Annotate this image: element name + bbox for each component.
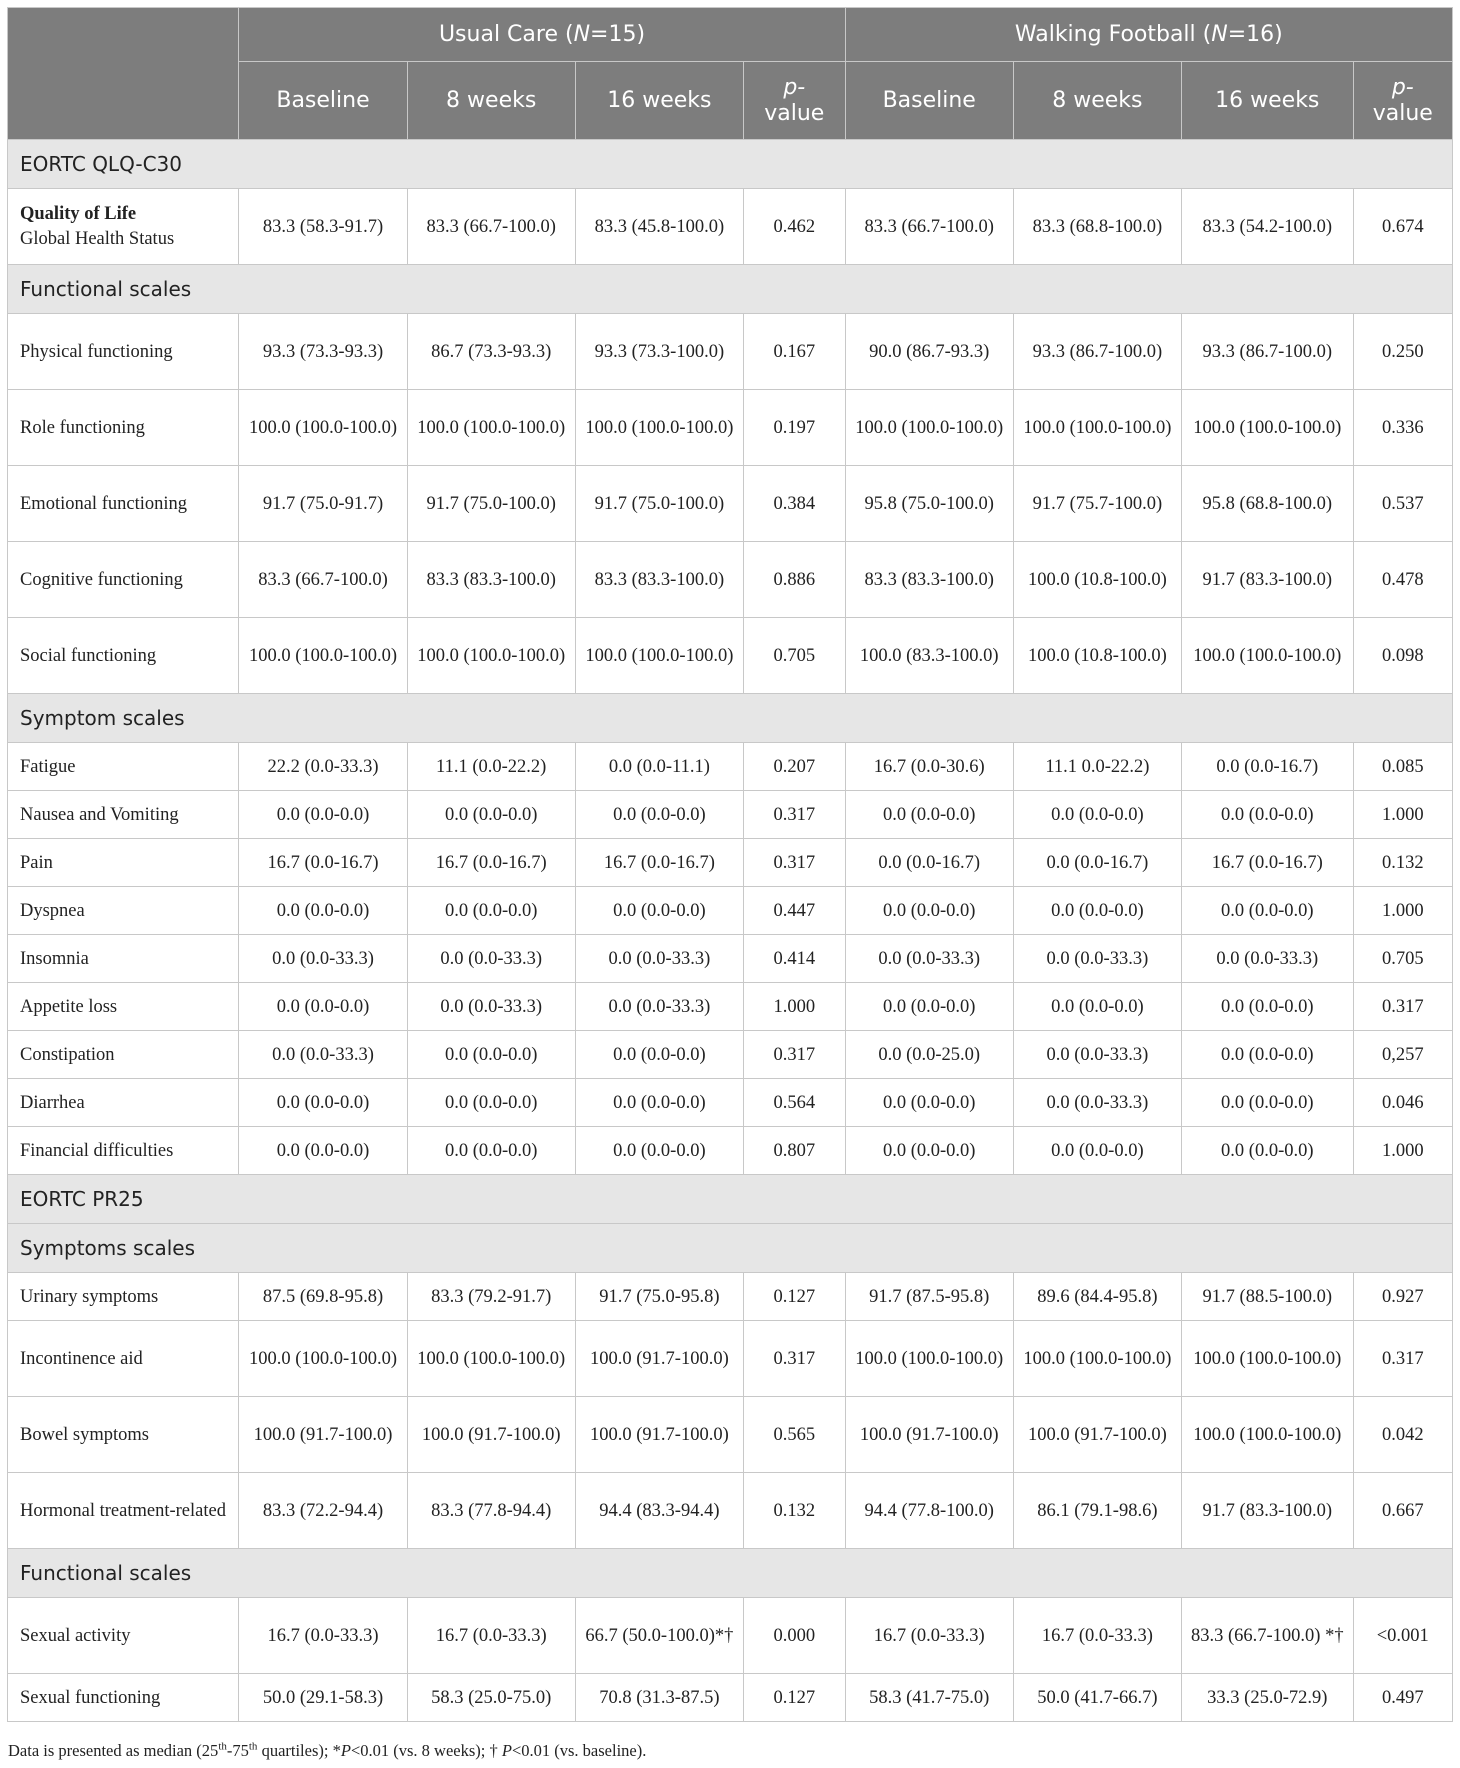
table-cell: 50.0 (41.7-66.7) bbox=[1013, 1674, 1181, 1722]
header-group-row bbox=[8, 8, 1453, 62]
column-header: 8 weeks bbox=[1013, 62, 1181, 140]
table-cell: 0.0 (0.0-0.0) bbox=[1181, 1031, 1353, 1079]
section-header-row bbox=[8, 1224, 1453, 1273]
table-cell: 0.0 (0.0-33.3) bbox=[1013, 935, 1181, 983]
row-label-text: Emotional functioning bbox=[20, 493, 187, 514]
row-label-text: Pain bbox=[20, 852, 53, 873]
table-cell: 86.7 (73.3-93.3) bbox=[407, 314, 575, 390]
table-cell: 93.3 (86.7-100.0) bbox=[1013, 314, 1181, 390]
table-cell: 0.0 (0.0-0.0) bbox=[575, 887, 743, 935]
table-cell: 93.3 (73.3-93.3) bbox=[239, 314, 407, 390]
p-symbol: p- bbox=[783, 74, 806, 100]
table-cell: 0.384 bbox=[743, 466, 845, 542]
table-cell: 100.0 (91.7-100.0) bbox=[575, 1397, 743, 1473]
table-cell: 100.0 (100.0-100.0) bbox=[1181, 618, 1353, 694]
table-cell: 0.0 (0.0-0.0) bbox=[575, 791, 743, 839]
section-header-row bbox=[8, 1549, 1453, 1598]
row-label bbox=[8, 1079, 239, 1127]
table-cell: 0.565 bbox=[743, 1397, 845, 1473]
header-walking-football: Walking Football (N=16) bbox=[845, 8, 1452, 62]
row-label-text: Hormonal treatment-related bbox=[20, 1500, 226, 1521]
row-label-bold: Quality of Life bbox=[20, 203, 137, 224]
table-cell: 0.0 (0.0-25.0) bbox=[845, 1031, 1013, 1079]
section-title: EORTC QLQ-C30 bbox=[8, 140, 1453, 189]
row-label-text: Urinary symptoms bbox=[20, 1286, 159, 1307]
table-cell: 0.0 (0.0-0.0) bbox=[1013, 791, 1181, 839]
table-cell: 0.0 (0.0-33.3) bbox=[1013, 1031, 1181, 1079]
table-cell: 93.3 (73.3-100.0) bbox=[575, 314, 743, 390]
table-cell: 91.7 (83.3-100.0) bbox=[1181, 1473, 1353, 1549]
table-cell: 83.3 (68.8-100.0) bbox=[1013, 189, 1181, 265]
table-cell: 0.132 bbox=[743, 1473, 845, 1549]
table-cell: 1.000 bbox=[1353, 887, 1452, 935]
row-label-text: Appetite loss bbox=[20, 996, 118, 1017]
table-cell: 83.3 (45.8-100.0) bbox=[575, 189, 743, 265]
table-cell: 0.0 (0.0-0.0) bbox=[845, 983, 1013, 1031]
table-row bbox=[8, 542, 1453, 618]
row-label bbox=[8, 1598, 239, 1674]
table-cell: 100.0 (100.0-100.0) bbox=[407, 618, 575, 694]
row-label-text: Bowel symptoms bbox=[20, 1424, 149, 1445]
row-label bbox=[8, 1473, 239, 1549]
table-cell: 50.0 (29.1-58.3) bbox=[239, 1674, 407, 1722]
table-cell: 33.3 (25.0-72.9) bbox=[1181, 1674, 1353, 1722]
table-cell: 100.0 (91.7-100.0) bbox=[1013, 1397, 1181, 1473]
table-cell: 0.0 (0.0-0.0) bbox=[407, 1079, 575, 1127]
table-cell: 16.7 (0.0-16.7) bbox=[239, 839, 407, 887]
table-cell: 0.0 (0.0-0.0) bbox=[1181, 791, 1353, 839]
table-cell: 100.0 (100.0-100.0) bbox=[1181, 1321, 1353, 1397]
table-cell: 0.807 bbox=[743, 1127, 845, 1175]
table-cell: 0.0 (0.0-0.0) bbox=[407, 791, 575, 839]
row-label-text: Sexual functioning bbox=[20, 1687, 161, 1708]
table-cell: 100.0 (100.0-100.0) bbox=[1181, 390, 1353, 466]
table-cell: 100.0 (100.0-100.0) bbox=[575, 390, 743, 466]
table-row bbox=[8, 1473, 1453, 1549]
table-row bbox=[8, 743, 1453, 791]
table-cell: 0.0 (0.0-0.0) bbox=[845, 1127, 1013, 1175]
table-cell: 100.0 (91.7-100.0) bbox=[407, 1397, 575, 1473]
table-cell: 0.0 (0.0-16.7) bbox=[1013, 839, 1181, 887]
table-cell: 83.3 (54.2-100.0) bbox=[1181, 189, 1353, 265]
section-header-row bbox=[8, 140, 1453, 189]
row-label-text: Fatigue bbox=[20, 756, 76, 777]
table-cell: 1.000 bbox=[1353, 791, 1452, 839]
row-label-text: Nausea and Vomiting bbox=[20, 804, 179, 825]
column-header: 16 weeks bbox=[1181, 62, 1353, 140]
column-header: 8 weeks bbox=[407, 62, 575, 140]
row-label bbox=[8, 791, 239, 839]
table-row bbox=[8, 1031, 1453, 1079]
table-cell: 0.0 (0.0-0.0) bbox=[1013, 1127, 1181, 1175]
table-cell: 100.0 (100.0-100.0) bbox=[407, 1321, 575, 1397]
row-label bbox=[8, 743, 239, 791]
table-cell: 95.8 (75.0-100.0) bbox=[845, 466, 1013, 542]
table-row bbox=[8, 935, 1453, 983]
table-cell: 1.000 bbox=[1353, 1127, 1452, 1175]
row-label-text: Social functioning bbox=[20, 645, 157, 666]
section-title: Symptom scales bbox=[8, 694, 1453, 743]
table-cell: 100.0 (100.0-100.0) bbox=[845, 1321, 1013, 1397]
row-label-text: Diarrhea bbox=[20, 1092, 85, 1113]
table-cell: 0.336 bbox=[1353, 390, 1452, 466]
row-label bbox=[8, 1674, 239, 1722]
table-cell: 89.6 (84.4-95.8) bbox=[1013, 1273, 1181, 1321]
table-cell: 83.3 (66.7-100.0) bbox=[407, 189, 575, 265]
table-cell: 0.0 (0.0-0.0) bbox=[1181, 983, 1353, 1031]
table-cell: 0.447 bbox=[743, 887, 845, 935]
row-label bbox=[8, 542, 239, 618]
results-table-container bbox=[7, 7, 1453, 1722]
table-cell: 0.250 bbox=[1353, 314, 1452, 390]
table-row bbox=[8, 1397, 1453, 1473]
table-cell: 0.167 bbox=[743, 314, 845, 390]
row-label bbox=[8, 314, 239, 390]
table-cell: 100.0 (100.0-100.0) bbox=[1181, 1397, 1353, 1473]
table-cell: 0.098 bbox=[1353, 618, 1452, 694]
section-title: EORTC PR25 bbox=[8, 1175, 1453, 1224]
row-label-text: Global Health Status bbox=[20, 228, 175, 249]
table-row bbox=[8, 839, 1453, 887]
table-body bbox=[8, 140, 1453, 1722]
table-cell: 0.207 bbox=[743, 743, 845, 791]
table-cell: 0.0 (0.0-33.3) bbox=[575, 983, 743, 1031]
table-cell: 0.127 bbox=[743, 1674, 845, 1722]
table-cell: 16.7 (0.0-16.7) bbox=[407, 839, 575, 887]
table-cell: 0,257 bbox=[1353, 1031, 1452, 1079]
table-cell: 100.0 (100.0-100.0) bbox=[239, 1321, 407, 1397]
section-header-row bbox=[8, 1175, 1453, 1224]
table-cell: 16.7 (0.0-33.3) bbox=[1013, 1598, 1181, 1674]
table-cell: 93.3 (86.7-100.0) bbox=[1181, 314, 1353, 390]
table-cell: 0.478 bbox=[1353, 542, 1452, 618]
table-cell: 11.1 0.0-22.2) bbox=[1013, 743, 1181, 791]
table-cell: 0.0 (0.0-0.0) bbox=[575, 1031, 743, 1079]
table-cell: 91.7 (75.0-100.0) bbox=[407, 466, 575, 542]
table-cell: <0.001 bbox=[1353, 1598, 1452, 1674]
table-cell: 100.0 (91.7-100.0) bbox=[845, 1397, 1013, 1473]
table-cell: 0.0 (0.0-0.0) bbox=[845, 887, 1013, 935]
table-cell: 100.0 (100.0-100.0) bbox=[1013, 390, 1181, 466]
table-cell: 91.7 (83.3-100.0) bbox=[1181, 542, 1353, 618]
table-cell: 0.0 (0.0-0.0) bbox=[1013, 887, 1181, 935]
table-cell: 91.7 (75.7-100.0) bbox=[1013, 466, 1181, 542]
row-label bbox=[8, 189, 239, 265]
table-cell: 87.5 (69.8-95.8) bbox=[239, 1273, 407, 1321]
row-label bbox=[8, 390, 239, 466]
column-header: 16 weeks bbox=[575, 62, 743, 140]
table-cell: 100.0 (100.0-100.0) bbox=[575, 618, 743, 694]
table-cell: 91.7 (75.0-95.8) bbox=[575, 1273, 743, 1321]
row-label bbox=[8, 983, 239, 1031]
p-symbol: p- bbox=[1391, 74, 1414, 100]
table-cell: 83.3 (58.3-91.7) bbox=[239, 189, 407, 265]
table-cell: 0.132 bbox=[1353, 839, 1452, 887]
table-cell: 16.7 (0.0-16.7) bbox=[575, 839, 743, 887]
results-table bbox=[7, 7, 1453, 1722]
table-cell: 100.0 (100.0-100.0) bbox=[239, 618, 407, 694]
table-cell: 0.317 bbox=[1353, 983, 1452, 1031]
table-cell: 0.0 (0.0-0.0) bbox=[845, 1079, 1013, 1127]
table-row bbox=[8, 1598, 1453, 1674]
table-cell: 0.462 bbox=[743, 189, 845, 265]
row-label bbox=[8, 935, 239, 983]
table-cell: 91.7 (88.5-100.0) bbox=[1181, 1273, 1353, 1321]
header-usual-care: Usual Care (N=15) bbox=[239, 8, 845, 62]
table-row bbox=[8, 189, 1453, 265]
table-cell: 16.7 (0.0-33.3) bbox=[845, 1598, 1013, 1674]
table-cell: 0.0 (0.0-0.0) bbox=[1181, 1079, 1353, 1127]
table-cell: 0.317 bbox=[743, 839, 845, 887]
table-cell: 0.497 bbox=[1353, 1674, 1452, 1722]
table-cell: 100.0 (100.0-100.0) bbox=[1013, 1321, 1181, 1397]
table-cell: 0.667 bbox=[1353, 1473, 1452, 1549]
table-cell: 83.3 (83.3-100.0) bbox=[845, 542, 1013, 618]
table-cell: 16.7 (0.0-16.7) bbox=[1181, 839, 1353, 887]
table-cell: 0.927 bbox=[1353, 1273, 1452, 1321]
row-label-text: Cognitive functioning bbox=[20, 569, 183, 590]
row-label bbox=[8, 839, 239, 887]
table-cell: 0.0 (0.0-0.0) bbox=[1181, 1127, 1353, 1175]
column-header: p- value bbox=[743, 62, 845, 140]
table-cell: 0.0 (0.0-0.0) bbox=[1013, 983, 1181, 1031]
table-row bbox=[8, 791, 1453, 839]
table-cell: 16.7 (0.0-33.3) bbox=[239, 1598, 407, 1674]
table-cell: 83.3 (66.7-100.0) bbox=[239, 542, 407, 618]
table-cell: 0.0 (0.0-0.0) bbox=[407, 887, 575, 935]
table-cell: 0.197 bbox=[743, 390, 845, 466]
table-cell: 0.0 (0.0-0.0) bbox=[407, 1031, 575, 1079]
table-row bbox=[8, 1079, 1453, 1127]
table-row bbox=[8, 887, 1453, 935]
table-cell: 83.3 (79.2-91.7) bbox=[407, 1273, 575, 1321]
table-cell: 0.0 (0.0-0.0) bbox=[239, 887, 407, 935]
section-header-row bbox=[8, 265, 1453, 314]
table-cell: 0.0 (0.0-16.7) bbox=[845, 839, 1013, 887]
table-cell: 0.537 bbox=[1353, 466, 1452, 542]
table-cell: 0.0 (0.0-33.3) bbox=[845, 935, 1013, 983]
table-cell: 58.3 (41.7-75.0) bbox=[845, 1674, 1013, 1722]
table-cell: 11.1 (0.0-22.2) bbox=[407, 743, 575, 791]
table-cell: 95.8 (68.8-100.0) bbox=[1181, 466, 1353, 542]
row-label-text: Financial difficulties bbox=[20, 1140, 174, 1161]
header-blank-cell bbox=[8, 8, 239, 140]
table-cell: 83.3 (83.3-100.0) bbox=[575, 542, 743, 618]
column-header: p- value bbox=[1353, 62, 1452, 140]
table-cell: 0.705 bbox=[743, 618, 845, 694]
table-cell: 0.127 bbox=[743, 1273, 845, 1321]
row-label bbox=[8, 1321, 239, 1397]
table-cell: 0.0 (0.0-33.3) bbox=[1013, 1079, 1181, 1127]
row-label-text: Dyspnea bbox=[20, 900, 85, 921]
table-cell: 16.7 (0.0-30.6) bbox=[845, 743, 1013, 791]
table-cell: 0.317 bbox=[743, 1031, 845, 1079]
table-cell: 100.0 (10.8-100.0) bbox=[1013, 542, 1181, 618]
table-cell: 0.0 (0.0-0.0) bbox=[239, 1127, 407, 1175]
table-cell: 0.000 bbox=[743, 1598, 845, 1674]
section-title: Symptoms scales bbox=[8, 1224, 1453, 1273]
table-cell: 100.0 (91.7-100.0) bbox=[239, 1397, 407, 1473]
table-cell: 22.2 (0.0-33.3) bbox=[239, 743, 407, 791]
table-cell: 0.564 bbox=[743, 1079, 845, 1127]
table-cell: 0.317 bbox=[1353, 1321, 1452, 1397]
row-label bbox=[8, 887, 239, 935]
row-label bbox=[8, 1397, 239, 1473]
row-label bbox=[8, 1127, 239, 1175]
table-cell: 91.7 (75.0-91.7) bbox=[239, 466, 407, 542]
table-cell: 83.3 (72.2-94.4) bbox=[239, 1473, 407, 1549]
table-cell: 0.317 bbox=[743, 1321, 845, 1397]
table-cell: 16.7 (0.0-33.3) bbox=[407, 1598, 575, 1674]
table-cell: 0.0 (0.0-0.0) bbox=[239, 983, 407, 1031]
table-cell: 83.3 (77.8-94.4) bbox=[407, 1473, 575, 1549]
table-cell: 94.4 (83.3-94.4) bbox=[575, 1473, 743, 1549]
table-footnote: Data is presented as median (25th-75th quartiles); *P<0.01 (vs. 8 weeks); † P<0.01 (vs. baseline). bbox=[8, 1740, 647, 1760]
table-cell: 0.0 (0.0-0.0) bbox=[239, 1079, 407, 1127]
table-cell: 91.7 (75.0-100.0) bbox=[575, 466, 743, 542]
column-header: Baseline bbox=[845, 62, 1013, 140]
section-title: Functional scales bbox=[8, 265, 1453, 314]
row-label bbox=[8, 618, 239, 694]
table-cell: 0.886 bbox=[743, 542, 845, 618]
table-cell: 0.0 (0.0-11.1) bbox=[575, 743, 743, 791]
row-label-text: Incontinence aid bbox=[20, 1348, 143, 1369]
table-cell: 83.3 (66.7-100.0) bbox=[845, 189, 1013, 265]
table-cell: 100.0 (91.7-100.0) bbox=[575, 1321, 743, 1397]
table-cell: 100.0 (100.0-100.0) bbox=[239, 390, 407, 466]
column-header: Baseline bbox=[239, 62, 407, 140]
table-row bbox=[8, 314, 1453, 390]
table-cell: 58.3 (25.0-75.0) bbox=[407, 1674, 575, 1722]
row-label-text: Physical functioning bbox=[20, 341, 173, 362]
table-cell: 0.0 (0.0-33.3) bbox=[407, 983, 575, 1031]
row-label bbox=[8, 1031, 239, 1079]
table-cell: 0.0 (0.0-16.7) bbox=[1181, 743, 1353, 791]
table-row bbox=[8, 390, 1453, 466]
table-cell: 66.7 (50.0-100.0)*† bbox=[575, 1598, 743, 1674]
table-cell: 1.000 bbox=[743, 983, 845, 1031]
table-cell: 0.0 (0.0-33.3) bbox=[1181, 935, 1353, 983]
table-cell: 0.0 (0.0-33.3) bbox=[239, 1031, 407, 1079]
table-row bbox=[8, 466, 1453, 542]
row-label bbox=[8, 466, 239, 542]
table-cell: 0.0 (0.0-33.3) bbox=[575, 935, 743, 983]
table-cell: 0.705 bbox=[1353, 935, 1452, 983]
table-row bbox=[8, 1127, 1453, 1175]
table-cell: 0.0 (0.0-33.3) bbox=[407, 935, 575, 983]
table-cell: 0.0 (0.0-0.0) bbox=[239, 791, 407, 839]
table-cell: 0.674 bbox=[1353, 189, 1452, 265]
row-label-text: Insomnia bbox=[20, 948, 89, 969]
table-cell: 100.0 (10.8-100.0) bbox=[1013, 618, 1181, 694]
table-cell: 0.085 bbox=[1353, 743, 1452, 791]
row-label bbox=[8, 1273, 239, 1321]
table-cell: 0.0 (0.0-0.0) bbox=[845, 791, 1013, 839]
table-cell: 0.0 (0.0-0.0) bbox=[575, 1127, 743, 1175]
table-cell: 100.0 (100.0-100.0) bbox=[845, 390, 1013, 466]
table-cell: 0.042 bbox=[1353, 1397, 1452, 1473]
table-cell: 0.317 bbox=[743, 791, 845, 839]
table-cell: 90.0 (86.7-93.3) bbox=[845, 314, 1013, 390]
table-cell: 0.0 (0.0-33.3) bbox=[239, 935, 407, 983]
table-cell: 94.4 (77.8-100.0) bbox=[845, 1473, 1013, 1549]
table-cell: 100.0 (100.0-100.0) bbox=[407, 390, 575, 466]
row-label-text: Role functioning bbox=[20, 417, 145, 438]
table-cell: 86.1 (79.1-98.6) bbox=[1013, 1473, 1181, 1549]
table-cell: 0.0 (0.0-0.0) bbox=[1181, 887, 1353, 935]
table-cell: 0.0 (0.0-0.0) bbox=[407, 1127, 575, 1175]
table-cell: 100.0 (83.3-100.0) bbox=[845, 618, 1013, 694]
table-cell: 0.414 bbox=[743, 935, 845, 983]
table-cell: 0.0 (0.0-0.0) bbox=[575, 1079, 743, 1127]
row-label-text: Constipation bbox=[20, 1044, 115, 1065]
table-row bbox=[8, 1273, 1453, 1321]
table-row bbox=[8, 618, 1453, 694]
row-label-text: Sexual activity bbox=[20, 1625, 131, 1646]
table-cell: 70.8 (31.3-87.5) bbox=[575, 1674, 743, 1722]
table-row bbox=[8, 1321, 1453, 1397]
table-cell: 83.3 (66.7-100.0) *† bbox=[1181, 1598, 1353, 1674]
table-row bbox=[8, 1674, 1453, 1722]
table-row bbox=[8, 983, 1453, 1031]
table-cell: 0.046 bbox=[1353, 1079, 1452, 1127]
table-cell: 91.7 (87.5-95.8) bbox=[845, 1273, 1013, 1321]
section-header-row bbox=[8, 694, 1453, 743]
section-title: Functional scales bbox=[8, 1549, 1453, 1598]
table-cell: 83.3 (83.3-100.0) bbox=[407, 542, 575, 618]
